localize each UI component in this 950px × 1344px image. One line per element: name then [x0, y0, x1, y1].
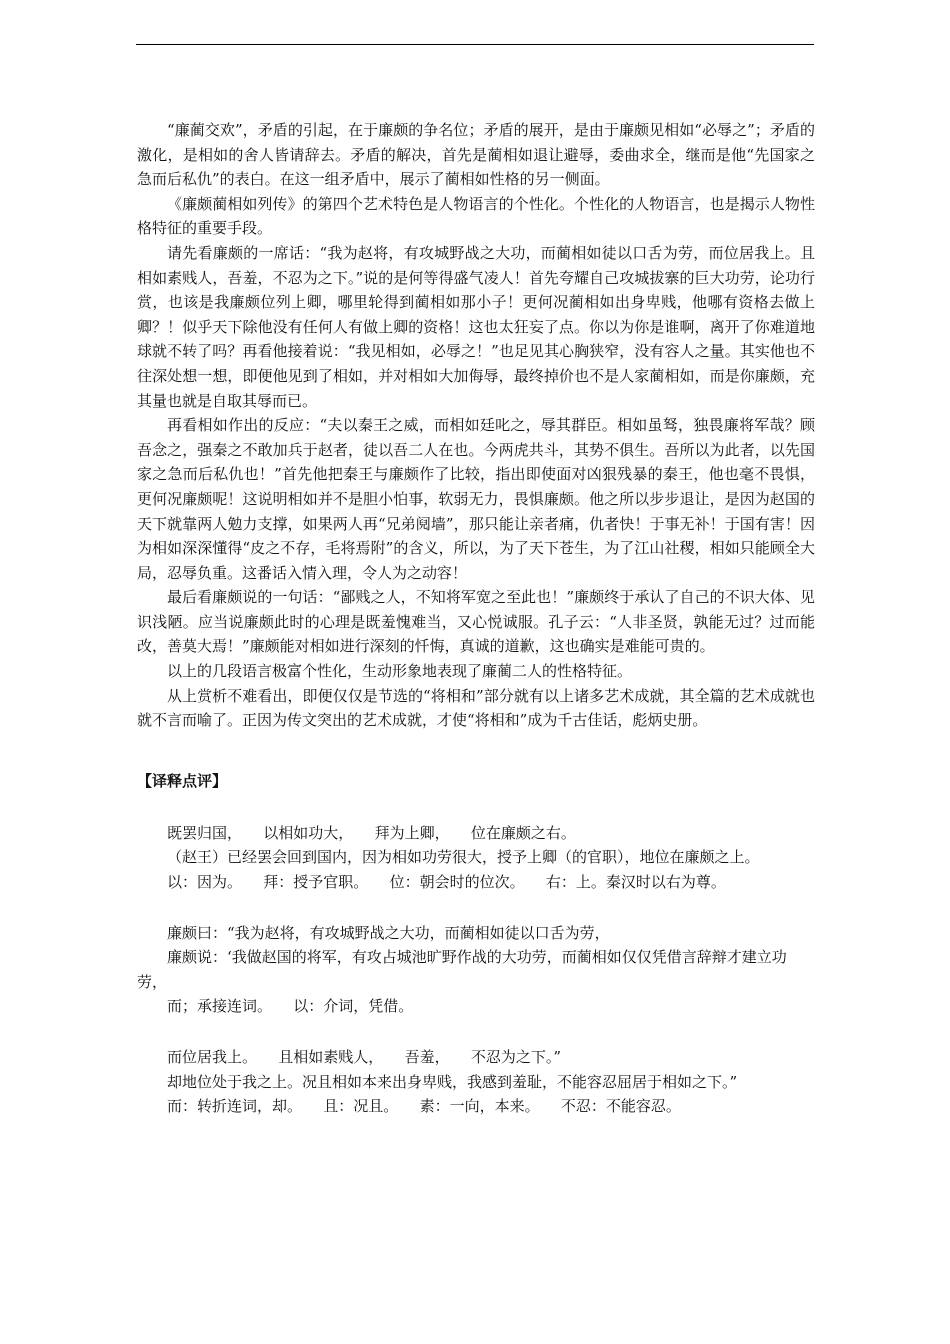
paragraph: 请先看廉颇的一席话：“我为赵将，有攻城野战之大功，而蔺相如徒以口舌为劳，而位居我上。且相如素贱人，吾羞，不忍为之下。”说的是何等得盛气凌人！首先夸耀自己攻城拔寨的巨大功劳，论功行赏，也该是我廉颇位列上卿，哪里轮得到蔺相如那小子！更何况蔺相如出身卑贱，他哪有资格去做上卿？！似乎天下除他没有任何人有做上卿的资格！这也太狂妄了点。你以为你是谁啊，离开了你难道地球就不转了吗？再看他接着说：“我见相如，必辱之！”也足见其心胸狭窄，没有容人之量。其实他也不往深处想一想，即便他见到了相如，并对相如大加侮辱，最终掉价也不是人家蔺相如，而是你廉颇，充其量也就是自取其辱而已。: [137, 243, 815, 410]
notes-line: 而；承接连词。 以：介词，凭借。: [167, 997, 414, 1016]
source-line: 既罢归国， 以相如功大， 拜为上卿， 位在廉颇之右。: [167, 823, 576, 842]
source-line: 廉颇曰：“我为赵将，有攻城野战之大功，而蔺相如徒以口舌为劳，: [167, 923, 610, 942]
notes-line: 而：转折连词，却。 且：况且。 素：一向，本来。 不忍：不能容忍。: [167, 1097, 681, 1116]
translation-line: 廉颇说：‘我做赵国的将军，有攻占城池旷野作战的大功劳，而蔺相如仅仅凭借言辞辩才建立功劳，: [137, 948, 787, 991]
notes-line: 以：因为。 拜：授予官职。 位：朝会时的位次。 右：上。秦汉时以右为尊。: [167, 873, 726, 892]
paragraph: 以上的几段语言极富个性化，生动形象地表现了廉蔺二人的性格特征。: [167, 662, 633, 681]
document-body: [137, 118, 815, 1119]
paragraph: 从上赏析不难看出，即便仅仅是节选的“将相和”部分就有以上诸多艺术成就，其全篇的艺术成就也就不言而喻了。正因为传文突出的艺术成就，才使“将相和”成为千古佳话，彪炳史册。: [137, 686, 815, 730]
translation-line: 却地位处于我之上。况且相如本来出身卑贱，我感到羞耻，不能容忍屈居于相如之下。”: [167, 1072, 738, 1091]
annotation-block-1: [137, 821, 815, 895]
paragraph: “廉蔺交欢”，矛盾的引起，在于廉颇的争名位；矛盾的展开，是由于廉颇见相如“必辱之”；矛盾的激化，是相如的舍人皆请辞去。矛盾的解决，首先是蔺相如退让避辱，委曲求全，继而是他“先国家之急而后私仇”的表白。在这一组矛盾中，展示了蔺相如性格的另一侧面。: [137, 121, 815, 189]
section-heading: 【译释点评】: [137, 771, 228, 790]
header-rule: [136, 44, 814, 45]
paragraph: 《廉颇蔺相如列传》的第四个艺术特色是人物语言的个性化。个性化的人物语言，也是揭示人物性格特征的重要手段。: [137, 194, 815, 238]
source-line: 而位居我上。 且相如素贱人， 吾羞， 不忍为之下。”: [167, 1048, 562, 1066]
annotation-block-3: [137, 1045, 815, 1119]
paragraph: 再看相如作出的反应：“夫以秦王之威，而相如廷叱之，辱其群臣。相如虽驽，独畏廉将军哉？顾吾念之，强秦之不敢加兵于赵者，徒以吾二人在也。今两虎共斗，其势不俱生。吾所以为此者，以先国家之急而后私仇也！”首先他把秦王与廉颇作了比较，指出即使面对凶狠残暴的秦王，他也毫不畏惧，更何况廉颇呢！这说明相如并不是胆小怕事，软弱无力，畏惧廉颇。他之所以步步退让，是因为赵国的天下就靠两人勉力支撑，如果两人再“兄弟阋墙”，那只能让亲者痛，仇者快！于事无补！于国有害！因为相如深深懂得“皮之不存，毛将焉附”的含义，所以，为了天下苍生，为了江山社稷，相如只能顾全大局，忍辱负重。这番话入情入理，令人为之动容！: [137, 416, 815, 582]
annotation-block-2: [137, 921, 815, 1019]
paragraph: 最后看廉颇说的一句话：“鄙贱之人，不知将军宽之至此也！”廉颇终于承认了自己的不识大体、见识浅陋。应当说廉颇此时的心理是既羞愧难当，又心悦诚服。孔子云：“人非圣贤，孰能无过？过而能改，善莫大焉！”廉颇能对相如进行深刻的忏悔，真诚的道歉，这也确实是难能可贵的。: [137, 588, 815, 656]
translation-line: （赵王）已经罢会回到国内，因为相如功劳很大，授予上卿（的官职），地位在廉颇之上。: [167, 848, 760, 867]
